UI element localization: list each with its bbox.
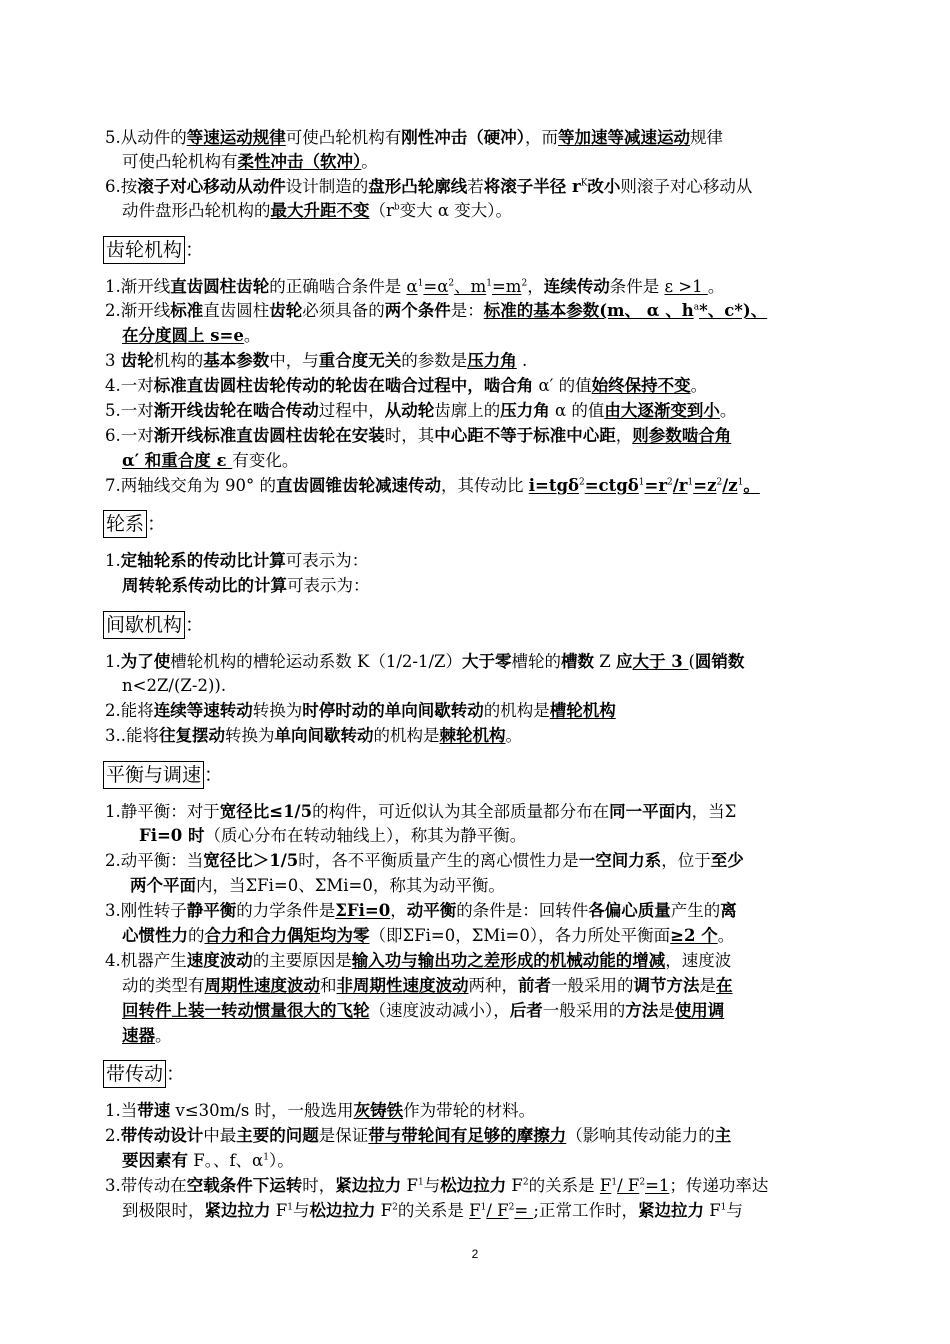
text-run: ，其传动比 — [440, 476, 529, 495]
text-run: 槽数 — [560, 652, 594, 671]
text-run: . — [516, 351, 528, 370]
text-run: 等速运动规律 — [186, 128, 286, 147]
text-run: 主要的问题 — [236, 1126, 319, 1145]
text-run: 标准 — [170, 301, 204, 320]
text-run: 速器 — [122, 1026, 155, 1045]
text-line — [105, 176, 752, 198]
text-run: /r — [672, 476, 688, 495]
text-run: 是 — [699, 976, 716, 995]
section-heading — [103, 1060, 185, 1088]
text-run: 。 — [155, 1026, 172, 1045]
text-run: ， — [615, 426, 633, 445]
text-run: 过程中， — [318, 401, 385, 420]
text-run: 使用调 — [674, 1001, 725, 1020]
text-run: （即ΣFi=0，ΣMi=0），各力所处平衡面 — [369, 926, 671, 945]
section-heading-colon: ： — [147, 513, 167, 535]
text-run: F — [599, 1176, 612, 1195]
text-run: 标准的基本参数(m、 α 、h — [483, 301, 694, 320]
text-run: 槽轮的 — [511, 652, 561, 671]
text-run: 中心距不等于标准中心距 — [434, 426, 616, 445]
text-run: 标准直齿圆柱齿轮传动的轮齿在啮合过程中，啮合角 — [153, 376, 534, 395]
text-run: 时停时动的单向间歇转动 — [302, 701, 484, 720]
superscript: 2 — [448, 278, 455, 289]
text-line — [122, 1200, 743, 1222]
text-run: 两种， — [468, 976, 518, 995]
text-run: 与 — [423, 1176, 441, 1195]
text-run: 4.一对 — [105, 376, 154, 395]
text-run: 转换为 — [225, 726, 275, 745]
text-run: 时，各不平衡质量产生的离心惯性力是 — [298, 851, 579, 870]
text-line — [105, 651, 744, 673]
text-run: *、c*)、 — [699, 301, 768, 320]
text-run: 中，与 — [269, 351, 319, 370]
text-run: F — [703, 1201, 721, 1220]
text-run: 1. — [105, 652, 121, 671]
section-heading-box: 轮系 — [103, 510, 147, 538]
text-line — [105, 950, 731, 972]
text-run: 转换为 — [252, 701, 303, 720]
text-run: 方法 — [625, 1001, 659, 1020]
superscript: 1 — [737, 477, 744, 488]
superscript: 1 — [720, 1202, 727, 1213]
text-run: 。 — [690, 376, 708, 395]
text-line — [105, 801, 736, 823]
text-run: （速度波动减小）， — [369, 1001, 510, 1020]
text-run: =r — [644, 476, 668, 495]
page-number: 2 — [471, 1247, 479, 1261]
text-run: α′ 和重合度 ε — [122, 451, 233, 470]
text-run: F — [469, 1201, 481, 1220]
text-run: （质心分布在转动轴线上），称其为静平衡。 — [204, 826, 527, 845]
section-heading — [103, 611, 204, 639]
text-run: 。 — [243, 326, 261, 345]
text-run: 齿廓上的 — [434, 401, 501, 420]
text-run: 机构的 — [153, 351, 204, 370]
text-run: ，速度波 — [665, 951, 732, 970]
text-run: ；传递功率达 — [669, 1176, 769, 1195]
text-run: 重合度无关 — [318, 351, 402, 370]
text-run: 往复摆动 — [159, 726, 225, 745]
text-run: 基本参数 — [203, 351, 270, 370]
text-run: 则滚子对心移动从 — [620, 177, 753, 196]
text-run: 连续传动 — [543, 277, 610, 296]
text-run: 的构件，可近似认为其全部质量都分布在 — [312, 802, 610, 821]
text-run: 的条件是：回转件 — [456, 901, 589, 920]
text-line — [122, 575, 370, 597]
text-run: =ctgδ — [584, 476, 639, 495]
text-run: 变大 α 变大）。 — [399, 201, 513, 220]
text-run: 主 — [714, 1126, 732, 1145]
text-run: 。 — [717, 926, 735, 945]
text-line — [105, 1100, 535, 1122]
text-line — [105, 900, 737, 922]
text-run: i=tgδ — [528, 476, 579, 495]
superscript: 1 — [417, 278, 424, 289]
text-run: ， — [390, 901, 407, 920]
text-line — [122, 975, 733, 997]
text-line — [105, 725, 522, 747]
text-run: 2.能将 — [105, 701, 154, 720]
text-run: 后者 — [509, 1001, 543, 1020]
text-run: 同一平面内 — [609, 802, 692, 821]
text-line — [105, 850, 744, 872]
text-run: 盘形凸轮廓线 — [368, 177, 468, 196]
text-run: 和 — [320, 976, 337, 995]
text-run: 与 — [292, 1201, 310, 1220]
text-run: F — [188, 1151, 205, 1170]
text-run: =1 — [645, 1176, 670, 1195]
text-line — [130, 875, 505, 897]
superscript: 1 — [687, 477, 694, 488]
text-run: 灰铸铁 — [353, 1101, 404, 1120]
text-run: 6.按 — [105, 177, 138, 196]
text-line — [105, 1175, 768, 1197]
text-run: 到极限时， — [122, 1201, 205, 1220]
text-run: 为了使 — [120, 652, 171, 671]
text-run: 可表示为： — [285, 551, 369, 570]
text-run: ΣFi=0 — [335, 901, 391, 920]
text-run: 、m — [454, 277, 487, 296]
text-run: 时，其 — [384, 426, 435, 445]
text-run: 1. — [105, 551, 121, 570]
text-run: 由大逐渐变到小 — [604, 401, 720, 420]
superscript: b — [393, 202, 400, 213]
text-run: 直齿圆锥齿轮减速传动 — [275, 476, 441, 495]
text-run: 在分度圆上 s=e — [122, 326, 244, 345]
text-run: 中最 — [203, 1126, 237, 1145]
text-run: 始终保持不变 — [591, 376, 691, 395]
superscript: 1 — [611, 1177, 618, 1188]
text-run: 从动轮 — [384, 401, 435, 420]
text-run: 直齿圆柱 — [203, 301, 270, 320]
text-run: 刚性冲击（硬冲） — [401, 128, 525, 147]
text-run: 要因素有 — [122, 1151, 188, 1170]
section-heading-box: 带传动 — [103, 1060, 166, 1088]
text-run: ，位于 — [661, 851, 711, 870]
section-heading-colon: ： — [166, 1063, 186, 1085]
text-run: 的 — [188, 926, 205, 945]
text-run: 在 — [716, 976, 733, 995]
text-run: 直齿圆柱齿轮 — [170, 277, 270, 296]
text-run: 宽径比≤1/5 — [219, 802, 313, 821]
text-run: 设计制造的 — [285, 177, 369, 196]
text-run: 渐开线齿轮在啮合传动 — [153, 401, 319, 420]
text-line — [122, 1150, 294, 1172]
text-run: 一般采用的 — [551, 976, 634, 995]
text-run: 槽轮机构 — [549, 701, 616, 720]
text-run: 的机构是 — [483, 701, 550, 720]
text-run: F — [506, 1176, 523, 1195]
text-run: 1.渐开线 — [105, 277, 171, 296]
text-run: 可表示为： — [287, 576, 370, 595]
section-heading-colon: ： — [204, 764, 224, 786]
superscript: 1 — [287, 1202, 293, 1213]
section-heading — [103, 236, 204, 264]
text-run: （r — [369, 201, 394, 220]
text-run: F — [375, 1201, 393, 1220]
text-run: 紧边拉力 — [204, 1201, 271, 1220]
text-line — [105, 127, 723, 149]
text-run: 渐开线标准直齿圆柱齿轮在安装 — [153, 426, 385, 445]
superscript: K — [580, 178, 588, 189]
text-run: 5.一对 — [105, 401, 154, 420]
superscript: 1 — [480, 1202, 487, 1213]
text-run: 将滚子半径 r — [483, 177, 581, 196]
text-run: =α — [423, 277, 449, 296]
text-run: 是： — [450, 301, 484, 320]
superscript: 1 — [263, 1152, 269, 1163]
text-run: 心惯性力 — [122, 926, 188, 945]
superscript: 2 — [392, 1202, 398, 1213]
text-line — [122, 675, 226, 697]
text-run: 。 — [707, 277, 725, 296]
section-heading-box: 平衡与调速 — [103, 761, 204, 789]
text-run: （影响其传动能力的 — [566, 1126, 715, 1145]
text-run: 紧边拉力 — [335, 1176, 402, 1195]
text-line — [122, 1000, 724, 1022]
text-run: 6.一对 — [105, 426, 154, 445]
text-line — [105, 350, 527, 372]
text-run: α′ 的值 — [533, 376, 592, 395]
text-run: 周转轮系传动比的计算 — [122, 576, 287, 595]
text-run: ）。 — [268, 1151, 294, 1170]
text-run: ，而 — [525, 128, 558, 147]
text-run: 4.机器产生 — [105, 951, 187, 970]
text-run: 压力角 — [500, 401, 550, 420]
superscript: 1 — [638, 477, 645, 488]
text-run: 圆销数 — [694, 652, 745, 671]
text-line — [105, 475, 760, 497]
text-run: 松边拉力 — [440, 1176, 507, 1195]
text-run: 槽轮机构的槽轮运动系数 K（1/2-1/Z） — [170, 652, 462, 671]
text-run: 应 — [615, 652, 633, 671]
text-line — [122, 1025, 172, 1047]
text-run: 3..能将 — [105, 726, 159, 745]
text-run: 回转件上装一转动惯量很大的飞轮 — [122, 1001, 370, 1020]
text-line — [122, 325, 260, 347]
superscript: 2 — [716, 477, 723, 488]
text-run: 时， — [302, 1176, 336, 1195]
text-run: 连续等速转动 — [153, 701, 253, 720]
text-run: 带传动设计 — [120, 1126, 204, 1145]
text-run: 动的类型有 — [122, 976, 205, 995]
text-run: n<2Z/(Z-2) — [122, 676, 215, 695]
superscript: 2 — [579, 477, 585, 488]
text-run: 是 — [658, 1001, 675, 1020]
text-line — [122, 450, 298, 472]
text-run: 动件盘形凸轮机构的 — [122, 201, 271, 220]
text-run: 。 — [361, 152, 378, 171]
text-run: ，当Σ — [691, 802, 737, 821]
text-run: 齿轮 — [120, 351, 154, 370]
text-run: 有变化。 — [232, 451, 299, 470]
text-run: 滚子对心移动从动件 — [137, 177, 286, 196]
text-run: 输入功与输出功之差形成的机械动能的增减 — [351, 951, 666, 970]
text-run: 空载条件下运转 — [186, 1176, 303, 1195]
text-line — [105, 700, 616, 722]
superscript: 2 — [521, 278, 528, 289]
text-run: ≥2 个 — [670, 926, 718, 945]
text-run: 宽径比＞1/5 — [203, 851, 299, 870]
text-run: 2.动平衡：当 — [105, 851, 204, 870]
text-run: 。 — [204, 1151, 213, 1170]
section-heading — [103, 761, 223, 789]
text-run: 3 — [105, 351, 121, 370]
text-run: 产生的 — [670, 901, 721, 920]
text-run: 改小 — [587, 177, 621, 196]
text-run: 单向间歇转动 — [274, 726, 374, 745]
text-run: 一空间力系 — [578, 851, 662, 870]
text-run: 若 — [467, 177, 484, 196]
text-run: 1.当 — [105, 1101, 138, 1120]
text-line — [122, 200, 512, 222]
text-run: 、f、α — [212, 1151, 264, 1170]
text-run: 可使凸轮机构有 — [122, 152, 238, 171]
text-line — [105, 550, 368, 572]
text-run: 至少 — [710, 851, 744, 870]
text-line — [105, 276, 724, 298]
text-run: 3.带传动在 — [105, 1176, 187, 1195]
text-run: 前者 — [518, 976, 551, 995]
superscript: 2 — [522, 1177, 529, 1188]
superscript: 1 — [417, 1177, 424, 1188]
text-line — [105, 425, 731, 447]
text-run: 作为带轮的材料。 — [403, 1101, 536, 1120]
text-run: 柔性冲击（软冲） — [237, 152, 362, 171]
text-run: 规律 — [690, 128, 723, 147]
text-run: 条件是 — [609, 277, 665, 296]
text-run: ε >1 — [664, 277, 708, 296]
text-run: /z — [722, 476, 738, 495]
text-run: Z — [593, 652, 616, 671]
superscript: 2 — [508, 1202, 515, 1213]
text-run: 的关系是 — [397, 1201, 470, 1220]
text-run: = — [514, 1201, 534, 1220]
text-run: 松边拉力 — [309, 1201, 376, 1220]
text-run: 的机构是 — [373, 726, 440, 745]
text-run: 5.从动件的 — [105, 128, 187, 147]
text-run: 合力和合力偶矩均为零 — [204, 926, 370, 945]
text-run: / F — [617, 1176, 640, 1195]
text-run: 。 — [743, 476, 760, 495]
text-run: 调节方法 — [633, 976, 700, 995]
text-run: 的正确啮合条件是 — [269, 277, 407, 296]
text-run: 与 — [726, 1201, 743, 1220]
text-run: 非周期性速度波动 — [336, 976, 469, 995]
text-run: =z — [693, 476, 717, 495]
text-run: 3.刚性转子 — [105, 901, 187, 920]
text-run: 离 — [720, 901, 737, 920]
text-line — [105, 400, 736, 422]
text-run: 两个条件 — [384, 301, 451, 320]
text-run: 静平衡 — [186, 901, 237, 920]
superscript: 2 — [667, 477, 673, 488]
superscript: 2 — [639, 1177, 646, 1188]
text-run: 一般采用的 — [542, 1001, 626, 1020]
text-run: ( — [688, 652, 695, 671]
text-run: 两个平面 — [130, 876, 196, 895]
text-run: 2.渐开线 — [105, 301, 171, 320]
text-run: 各偏心质量 — [588, 901, 671, 920]
text-run: Fi=0 时 — [139, 826, 205, 845]
text-run: 定轴轮系的传动比计算 — [120, 551, 286, 570]
text-run: 的参数是 — [401, 351, 468, 370]
text-run: ;正常工作时， — [533, 1201, 638, 1220]
superscript: a — [693, 302, 700, 313]
text-run: ). — [214, 676, 227, 695]
text-run: 紧边拉力 — [637, 1201, 704, 1220]
text-run: 的关系是 — [528, 1176, 600, 1195]
text-line — [105, 1125, 731, 1147]
text-run: 可使凸轮机构有 — [285, 128, 402, 147]
text-run: 带速 — [137, 1101, 171, 1120]
text-run: 周期性速度波动 — [204, 976, 320, 995]
text-run: 。 — [505, 726, 522, 745]
text-run: 大于零 — [461, 652, 512, 671]
section-heading-box: 间歇机构 — [103, 611, 185, 639]
section-heading — [103, 510, 166, 538]
text-run: 棘轮机构 — [439, 726, 506, 745]
text-run: α 的值 — [549, 401, 605, 420]
text-run: 压力角 — [467, 351, 517, 370]
text-run: 的主要原因是 — [252, 951, 352, 970]
text-run: 内，当ΣFi=0、ΣMi=0，称其为动平衡。 — [196, 876, 505, 895]
text-line — [105, 375, 707, 397]
text-run: 大于 3 — [632, 652, 689, 671]
text-run: v≤30m/s 时，一般选用 — [170, 1101, 354, 1120]
text-run: ， — [527, 277, 544, 296]
text-run: 的力学条件是 — [236, 901, 336, 920]
text-run: =m — [491, 277, 522, 296]
text-run: F — [401, 1176, 418, 1195]
text-run: 则参数啮合角 — [632, 426, 732, 445]
text-run: F — [270, 1201, 288, 1220]
text-run: 最大升距不变 — [270, 201, 370, 220]
text-line — [122, 151, 378, 173]
text-run: 2. — [105, 1126, 121, 1145]
text-run: 齿轮 — [269, 301, 303, 320]
text-line — [122, 925, 734, 947]
text-run: 必须具备的 — [302, 301, 385, 320]
section-heading-colon: ： — [185, 239, 205, 261]
text-run: 速度波动 — [186, 951, 253, 970]
text-run: 7.两轴线交角为 90° 的 — [105, 476, 276, 495]
text-run: / F — [486, 1201, 509, 1220]
text-run: 等加速等减速运动 — [558, 128, 690, 147]
section-heading-colon: ： — [185, 614, 205, 636]
text-run: 动平衡 — [406, 901, 457, 920]
text-line — [139, 825, 526, 847]
text-run: 1.静平衡：对于 — [105, 802, 220, 821]
text-run: α — [406, 277, 418, 296]
text-run: 。 — [719, 401, 737, 420]
superscript: 1 — [486, 278, 492, 289]
text-line — [105, 300, 767, 322]
text-run: 带与带轮间有足够的摩擦力 — [368, 1126, 567, 1145]
section-heading-box: 齿轮机构 — [103, 236, 185, 264]
text-run: 是保证 — [318, 1126, 369, 1145]
